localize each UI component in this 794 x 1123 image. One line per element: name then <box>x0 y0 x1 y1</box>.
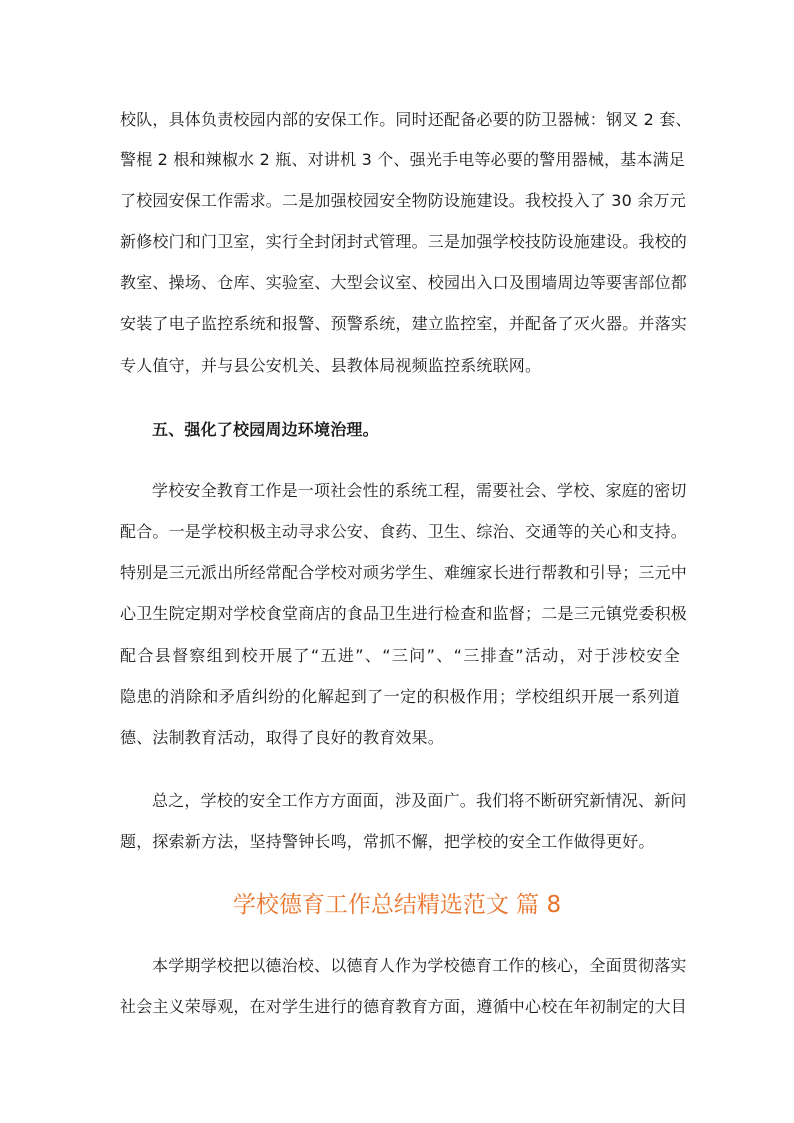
paragraph-line: 警棍 2 根和辣椒水 2 瓶、对讲机 3 个、强光手电等必要的警用器械，基本满足 <box>120 150 686 169</box>
paragraph-line: 题，探索新方法，坚持警钟长鸣，常抓不懈，把学校的安全工作做得更好。 <box>120 832 655 851</box>
paragraph-line: 专人值守，并与县公安机关、县教体局视频监控系统联网。 <box>120 356 542 375</box>
paragraph-line: 安装了电子监控系统和报警、预警系统，建立监控室，并配备了灭火器。并落实 <box>120 314 688 333</box>
paragraph-line: 社会主义荣辱观，在对学生进行的德育教育方面，遵循中心校在年初制定的大目 <box>120 997 688 1016</box>
paragraph-line: 隐患的消除和矛盾纠纷的化解起到了一定的积极作用；学校组织开展一系列道 <box>120 687 680 706</box>
paragraph-line: 配合县督察组到校开展了“五进”、“三问”、“三排查”活动，对于涉校安全 <box>120 646 680 665</box>
paragraph-line: 德、法制教育活动，取得了良好的教育效果。 <box>120 728 445 747</box>
paragraph-line: 校队，具体负责校园内部的安保工作。同时还配备必要的防卫器械：钢叉 2 套、 <box>120 110 692 129</box>
paragraph-line: 总之，学校的安全工作方方面面，涉及面广。我们将不断研究新情况、新问 <box>152 791 687 810</box>
section-heading-5: 五、强化了校园周边环境治理。 <box>152 420 379 439</box>
paragraph-line: 配合。一是学校积极主动寻求公安、食药、卫生、综治、交通等的关心和支持。 <box>120 522 688 541</box>
paragraph-line: 了校园安保工作需求。二是加强校园安全物防设施建设。我校投入了 30 余万元 <box>120 191 686 210</box>
paragraph-line: 教室、操场、仓库、实验室、大型会议室、校园出入口及围墙周边等要害部位都 <box>120 273 688 292</box>
paragraph-line: 心卫生院定期对学校食堂商店的食品卫生进行检查和监督；二是三元镇党委积极 <box>120 604 688 623</box>
paragraph-line: 新修校门和门卫室，实行全封闭封式管理。三是加强学校技防设施建设。我校的 <box>120 232 688 251</box>
paragraph-line: 本学期学校把以德治校、以德育人作为学校德育工作的核心，全面贯彻落实 <box>152 956 687 975</box>
paragraph-line: 特别是三元派出所经常配合学校对顽劣学生、难缠家长进行帮教和引导；三元中 <box>120 563 688 582</box>
section-title: 学校德育工作总结精选范文 篇 8 <box>232 892 562 918</box>
paragraph-line: 学校安全教育工作是一项社会性的系统工程，需要社会、学校、家庭的密切 <box>152 481 687 500</box>
